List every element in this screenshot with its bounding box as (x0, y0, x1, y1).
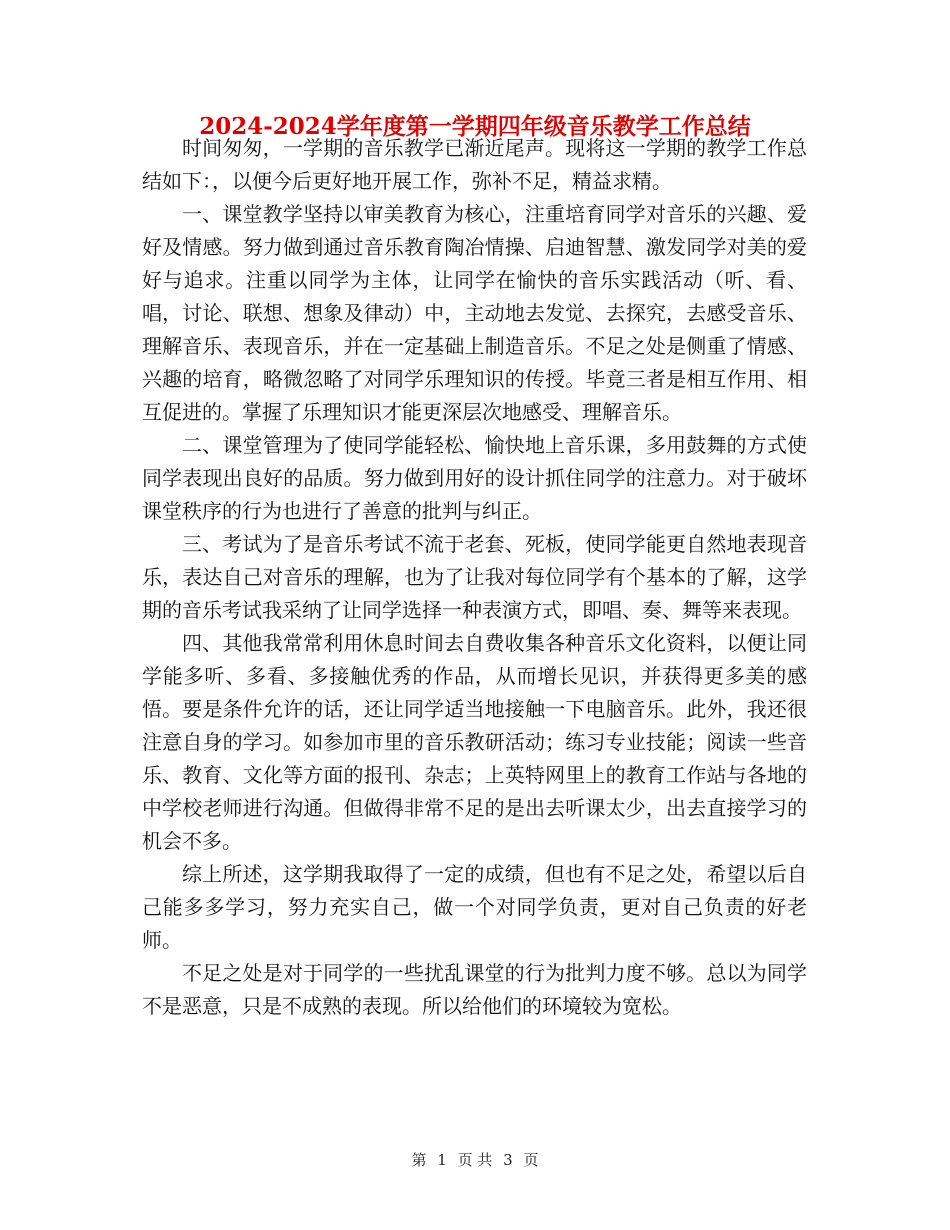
document-title: 2024-2024学年度第一学期四年级音乐教学工作总结 (199, 113, 751, 140)
paragraph-exams: 三、考试为了是音乐考试不流于老套、死板，使同学能更自然地表现音乐，表达自己对音乐的理解，也为了让我对每位同学有个基本的了解，这学期的音乐考试我采纳了让同学选择一种表演方式，即唱、奏、舞等来表现。 (142, 532, 807, 622)
paragraph-other: 四、其他我常常利用休息时间去自费收集各种音乐文化资料，以便让同学能多听、多看、多接触优秀的作品，从而增长见识，并获得更多美的感悟。要是条件允许的话，还让同学适当地接触一下电脑音乐。此外，我还很注意自身的学习。如参加市里的音乐教研活动；练习专业技能；阅读一些音乐、教育、文化等方面的报刊、杂志；上英特网里上的教育工作站与各地的中学校老师进行沟通。但做得非常不足的是出去听课太少，出去直接学习的机会不多。 (142, 631, 807, 853)
footer-page-total: 3 (503, 1151, 513, 1169)
paragraph-shortcomings: 不足之处是对于同学的一些扰乱课堂的行为批判力度不够。总以为同学不是恶意，只是不成熟的表现。所以给他们的环境较为宽松。 (142, 961, 807, 1018)
document-body (142, 132, 807, 1023)
footer-prefix: 第 (411, 1151, 427, 1169)
paragraph-classroom-teaching: 一、课堂教学坚持以审美教育为核心，注重培育同学对音乐的兴趣、爱好及情感。努力做到通过音乐教育陶冶情操、启迪智慧、激发同学对美的爱好与追求。注重以同学为主体，让同学在愉快的音乐实践活动（听、看、唱，讨论、联想、想象及律动）中，主动地去发觉、去探究，去感受音乐、理解音乐、表现音乐，并在一定基础上制造音乐。不足之处是侧重了情感、兴趣的培育，略微忽略了对同学乐理知识的传授。毕竟三者是相互作用、相互促进的。掌握了乐理知识才能更深层次地感受、理解音乐。 (142, 202, 807, 424)
footer-page-number: 1 (437, 1151, 447, 1169)
footer-suffix: 页 (523, 1151, 539, 1169)
footer-mid: 页 共 (457, 1151, 493, 1169)
paragraph-summary: 综上所述，这学期我取得了一定的成绩，但也有不足之处，希望以后自己能多多学习，努力充实自己，做一个对同学负责，更对自己负责的好老师。 (142, 862, 807, 952)
paragraph-classroom-management: 二、课堂管理为了使同学能轻松、愉快地上音乐课，多用鼓舞的方式使同学表现出良好的品质。努力做到用好的设计抓住同学的注意力。对于破坏课堂秩序的行为也进行了善意的批判与纠正。 (142, 433, 807, 523)
page-footer (0, 1150, 950, 1170)
paragraph-intro: 时间匆匆，一学期的音乐教学已渐近尾声。现将这一学期的教学工作总结如下：，以便今后更好地开展工作，弥补不足，精益求精。 (142, 136, 807, 193)
